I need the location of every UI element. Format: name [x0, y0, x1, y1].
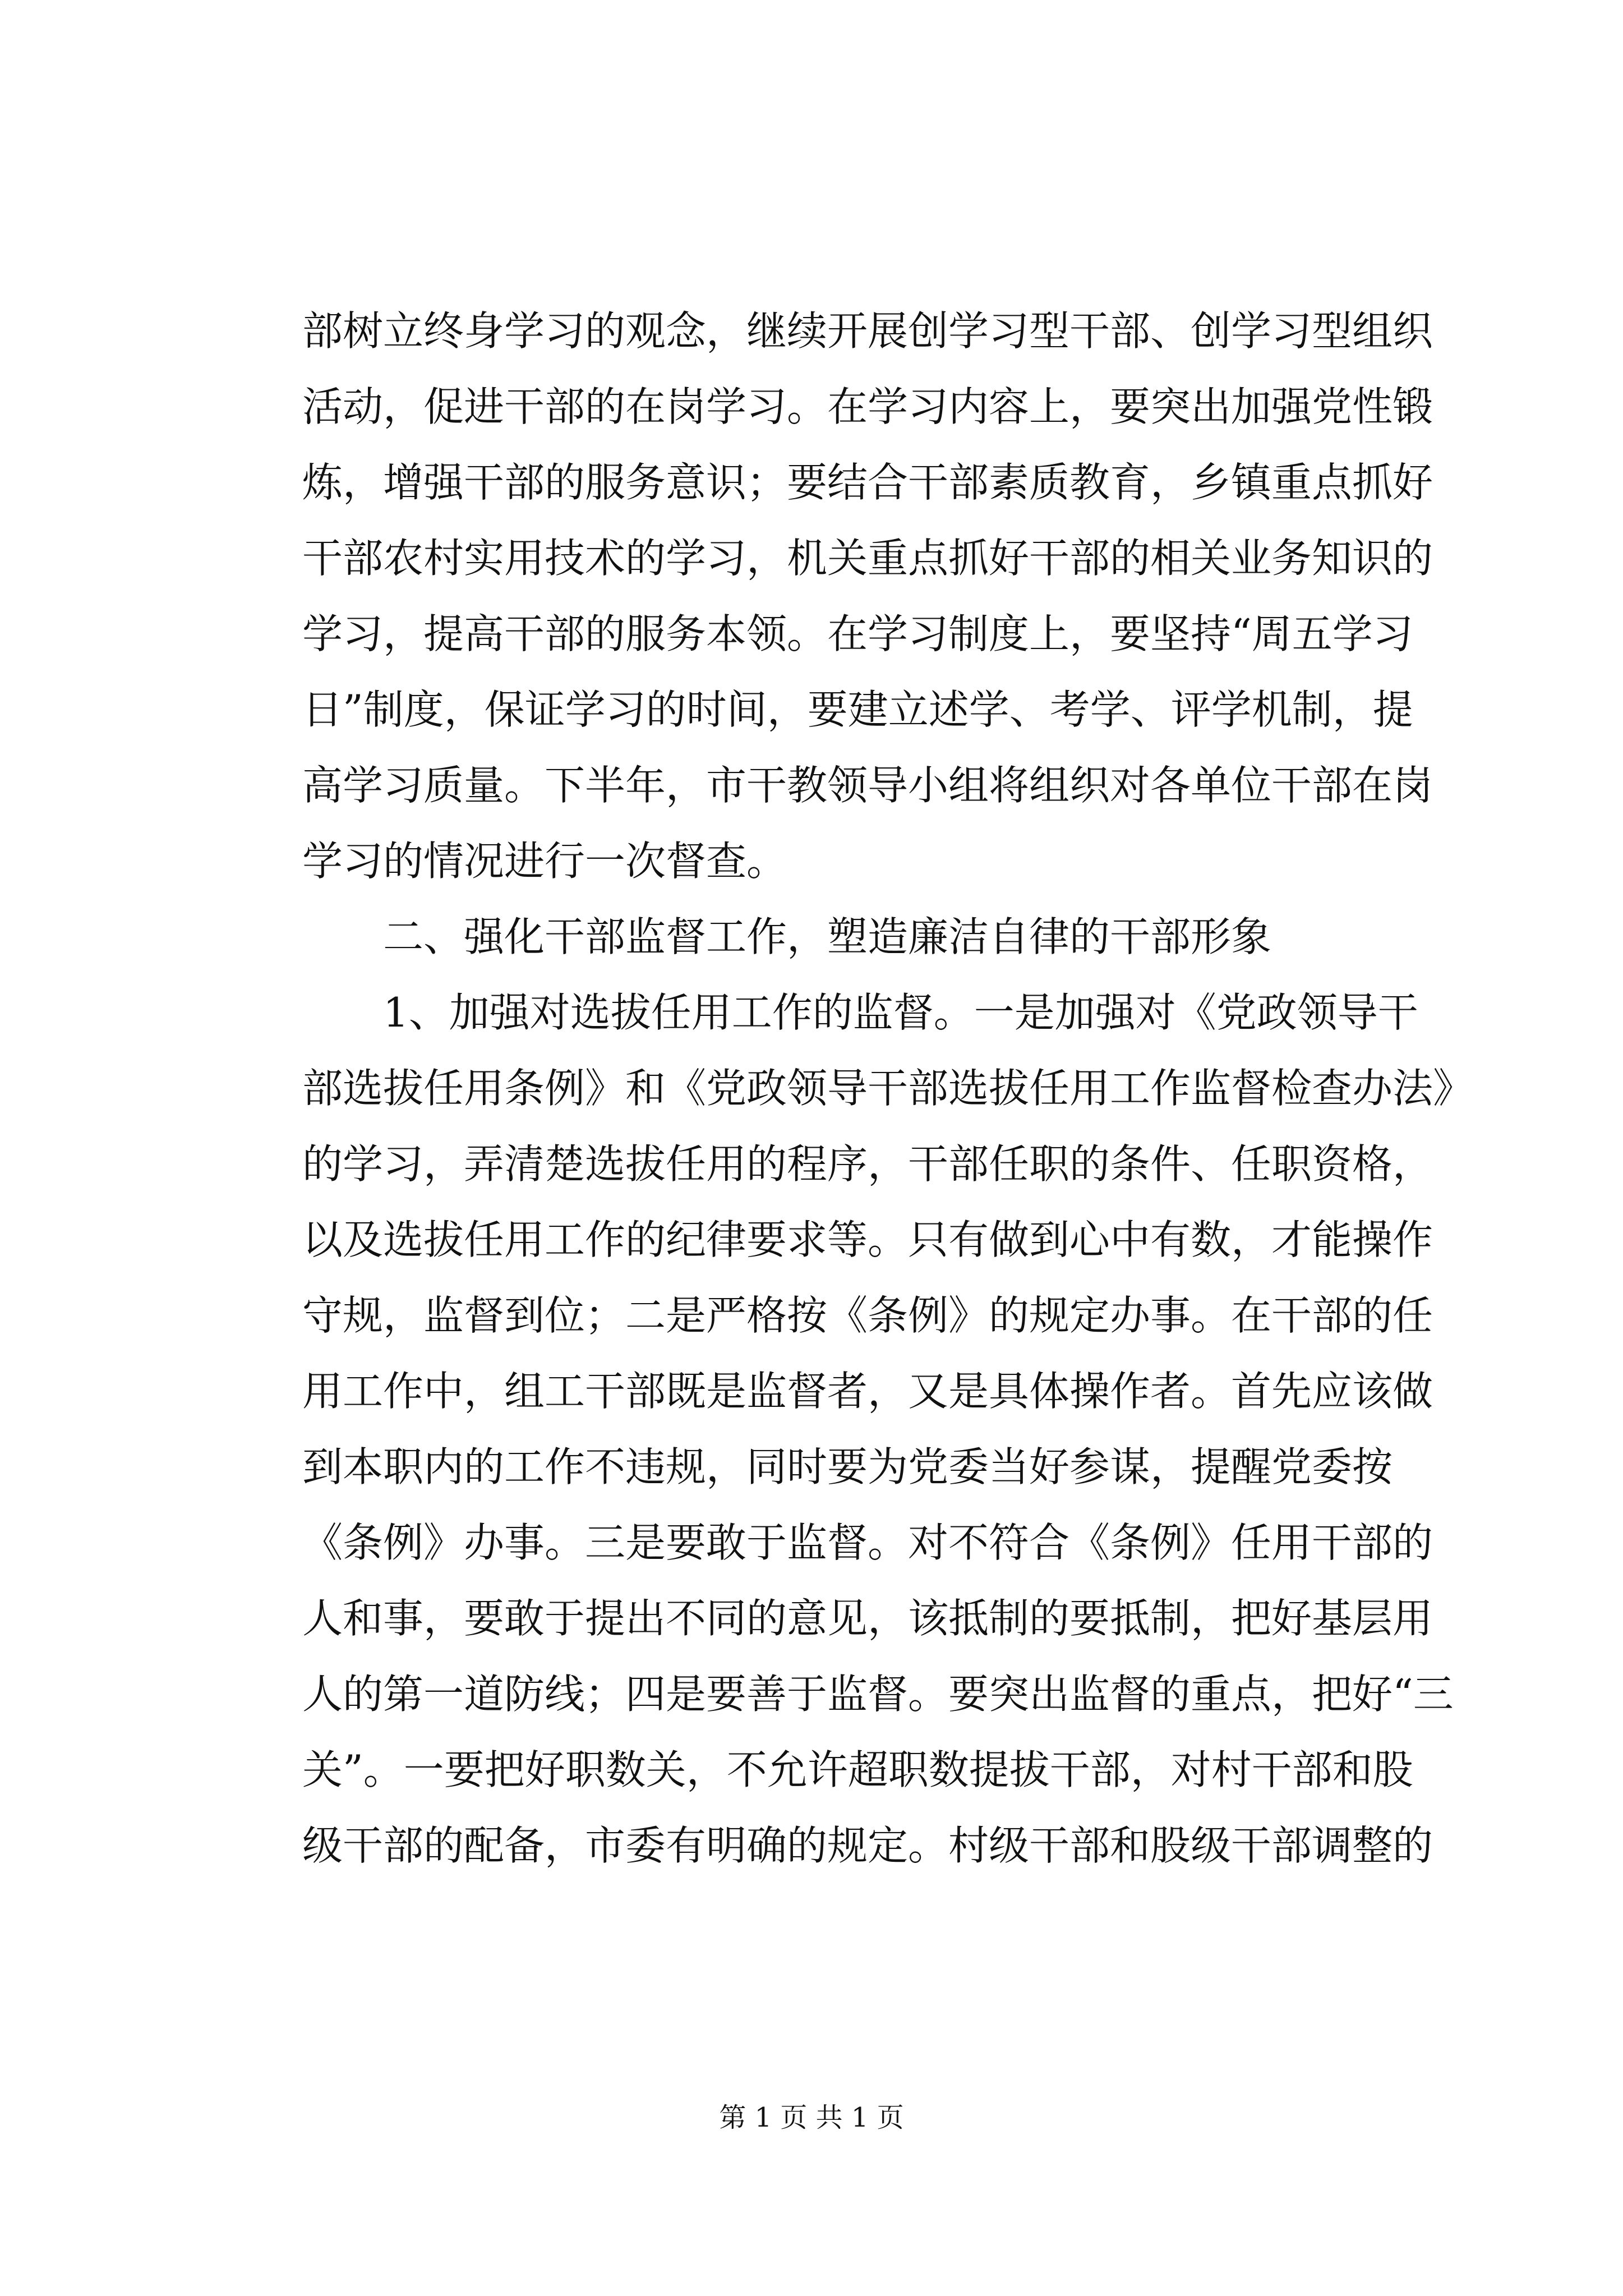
paragraph-line: 部选拔任用条例》和《党政领导干部选拔任用工作监督检查办法》 [302, 1065, 1474, 1112]
paragraph-line: 1、加强对选拔任用工作的监督。一是加强对《党政领导干 [383, 989, 1418, 1036]
paragraph-line: 日”制度，保证学习的时间，要建立述学、考学、评学机制，提 [302, 686, 1413, 733]
paragraph-line: 部树立终身学习的观念，继续开展创学习型干部、创学习型组织 [302, 307, 1433, 355]
paragraph-line: 干部农村实用技术的学习，机关重点抓好干部的相关业务知识的 [302, 535, 1433, 582]
paragraph-line: 人和事，要敢于提出不同的意见，该抵制的要抵制，把好基层用 [302, 1595, 1433, 1642]
paragraph-line: 以及选拔任用工作的纪律要求等。只有做到心中有数，才能操作 [302, 1216, 1433, 1263]
page-number-footer: 第 1 页 共 1 页 [719, 2102, 904, 2133]
paragraph-line: 活动，促进干部的在岗学习。在学习内容上，要突出加强党性锻 [302, 383, 1433, 430]
paragraph-line: 级干部的配备，市委有明确的规定。村级干部和股级干部调整的 [302, 1822, 1433, 1869]
paragraph-line: 守规，监督到位；二是严格按《条例》的规定办事。在干部的任 [302, 1292, 1433, 1339]
paragraph-line: 用工作中，组工干部既是监督者，又是具体操作者。首先应该做 [302, 1368, 1433, 1415]
paragraph-line: 学习，提高干部的服务本领。在学习制度上，要坚持“周五学习 [302, 610, 1413, 657]
paragraph-line: 《条例》办事。三是要敢于监督。对不符合《条例》任用干部的 [302, 1519, 1433, 1566]
paragraph-line: 人的第一道防线；四是要善于监督。要突出监督的重点，把好“三 [302, 1671, 1454, 1718]
paragraph-line: 关”。一要把好职数关，不允许超职数提拔干部，对村干部和股 [302, 1746, 1413, 1793]
paragraph-line: 高学习质量。下半年，市干教领导小组将组织对各单位干部在岗 [302, 762, 1433, 809]
paragraph-line: 炼，增强干部的服务意识；要结合干部素质教育，乡镇重点抓好 [302, 459, 1433, 506]
paragraph-line: 到本职内的工作不违规，同时要为党委当好参谋，提醒党委按 [302, 1443, 1393, 1490]
paragraph-line: 学习的情况进行一次督查。 [302, 838, 787, 885]
paragraph-line: 的学习，弄清楚选拔任用的程序，干部任职的条件、任职资格， [302, 1140, 1433, 1188]
section-heading: 二、强化干部监督工作，塑造廉洁自律的干部形象 [383, 913, 1272, 960]
